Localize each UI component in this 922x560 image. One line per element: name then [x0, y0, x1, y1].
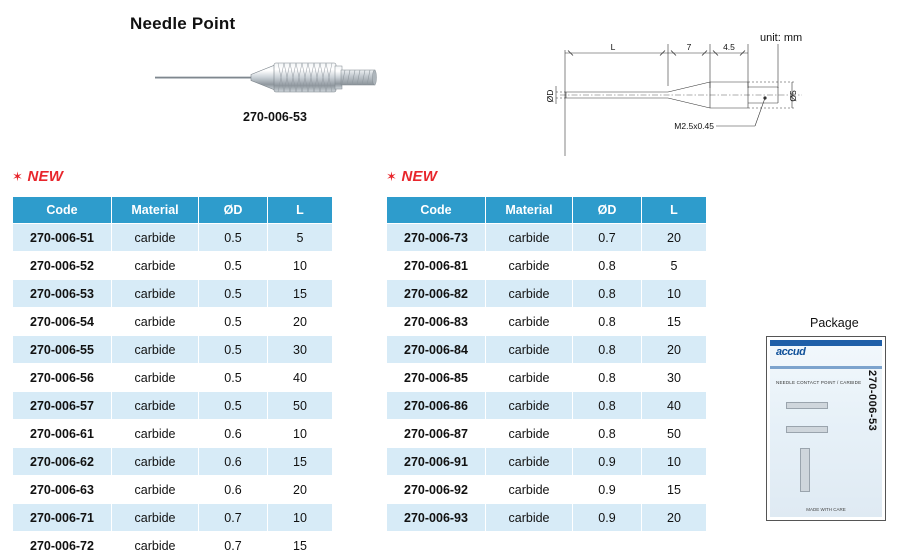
cell-material: carbide: [486, 420, 573, 448]
package-blister: [770, 340, 882, 517]
cell-code: 270-006-85: [387, 364, 486, 392]
unit-label: unit: mm: [760, 32, 803, 44]
technical-drawing: [520, 26, 830, 161]
cell-od: 0.7: [199, 504, 268, 532]
table-row: [387, 224, 707, 252]
cell-l: 20: [642, 224, 707, 252]
cell-l: 20: [642, 336, 707, 364]
cell-od: 0.5: [199, 252, 268, 280]
new-badge-label: NEW: [401, 168, 438, 185]
column-header-od: ØD: [573, 197, 642, 224]
package-probe-1: [786, 402, 828, 409]
cell-material: carbide: [112, 280, 199, 308]
table-row: [387, 252, 707, 280]
cell-l: 30: [642, 364, 707, 392]
cell-material: carbide: [486, 448, 573, 476]
table-row: [13, 252, 333, 280]
cell-material: carbide: [486, 308, 573, 336]
cell-od: 0.8: [573, 420, 642, 448]
cell-code: 270-006-55: [13, 336, 112, 364]
cell-l: 15: [642, 476, 707, 504]
cell-od: 0.9: [573, 476, 642, 504]
cell-material: carbide: [112, 532, 199, 560]
cell-material: carbide: [112, 448, 199, 476]
cell-code: 270-006-51: [13, 224, 112, 252]
cell-code: 270-006-71: [13, 504, 112, 532]
cell-code: 270-006-84: [387, 336, 486, 364]
cell-od: 0.8: [573, 280, 642, 308]
cell-code: 270-006-92: [387, 476, 486, 504]
cell-material: carbide: [112, 476, 199, 504]
package-subtitle: NEEDLE CONTACT POINT / CARBIDE: [776, 380, 862, 385]
star-icon: ✶: [12, 169, 24, 184]
cell-material: carbide: [486, 336, 573, 364]
package-label: Package: [810, 316, 859, 330]
cell-od: 0.8: [573, 392, 642, 420]
dim-4-5-label: 4.5: [723, 42, 735, 52]
package-code: 270-006-53: [866, 370, 878, 432]
table-row: [13, 224, 333, 252]
package-brand: accud: [776, 346, 806, 358]
cell-material: carbide: [112, 224, 199, 252]
table-row: [387, 448, 707, 476]
table-header-row: [387, 197, 707, 224]
cell-code: 270-006-52: [13, 252, 112, 280]
column-header-l: L: [642, 197, 707, 224]
cell-code: 270-006-93: [387, 504, 486, 532]
cell-od: 0.8: [573, 252, 642, 280]
cell-l: 10: [268, 420, 333, 448]
cell-l: [642, 532, 707, 560]
column-header-code: Code: [13, 197, 112, 224]
cell-material: carbide: [486, 252, 573, 280]
cell-code: 270-006-54: [13, 308, 112, 336]
package-accent-band: [770, 366, 882, 369]
thread-label: M2.5x0.45: [674, 121, 714, 131]
table-header-row: [13, 197, 333, 224]
dim-L-label: L: [610, 42, 616, 52]
column-header-code: Code: [387, 197, 486, 224]
cell-material: carbide: [486, 224, 573, 252]
cell-code: 270-006-81: [387, 252, 486, 280]
table-row: [387, 364, 707, 392]
probe-part-number: 270-006-53: [243, 110, 307, 124]
table-row: [387, 280, 707, 308]
cell-code: 270-006-53: [13, 280, 112, 308]
cell-l: 15: [642, 308, 707, 336]
cell-material: carbide: [486, 280, 573, 308]
table-row: [387, 532, 707, 560]
cell-l: 15: [268, 280, 333, 308]
table-row: [13, 420, 333, 448]
cell-od: 0.9: [573, 448, 642, 476]
cell-od: 0.5: [199, 280, 268, 308]
cell-material: carbide: [112, 364, 199, 392]
table-row: [387, 392, 707, 420]
cell-code: 270-006-62: [13, 448, 112, 476]
cell-l: 15: [268, 448, 333, 476]
table-row: [13, 392, 333, 420]
cell-od: 0.5: [199, 308, 268, 336]
cell-code: 270-006-57: [13, 392, 112, 420]
cell-code: 270-006-82: [387, 280, 486, 308]
cell-l: 20: [268, 308, 333, 336]
package-probe-2: [786, 426, 828, 433]
page-title: Needle Point: [130, 14, 236, 33]
cell-code: 270-006-61: [13, 420, 112, 448]
cell-code: 270-006-72: [13, 532, 112, 560]
cell-od: 0.9: [573, 504, 642, 532]
column-header-l: L: [268, 197, 333, 224]
cell-od: 0.8: [573, 336, 642, 364]
cell-od: 0.5: [199, 336, 268, 364]
table-row: [387, 420, 707, 448]
cell-od: 0.6: [199, 420, 268, 448]
cell-l: 10: [642, 448, 707, 476]
dim-O5-label: Ø5: [788, 90, 798, 102]
cell-od: 0.8: [573, 308, 642, 336]
cell-material: carbide: [112, 504, 199, 532]
cell-l: 10: [268, 252, 333, 280]
new-badge-label: NEW: [27, 168, 64, 185]
cell-l: 5: [268, 224, 333, 252]
cell-od: 0.7: [199, 532, 268, 560]
cell-l: 30: [268, 336, 333, 364]
cell-code: 270-006-86: [387, 392, 486, 420]
table-row: [13, 280, 333, 308]
cell-l: 20: [268, 476, 333, 504]
cell-code: 270-006-91: [387, 448, 486, 476]
table-row: [387, 336, 707, 364]
new-badge-right: [386, 168, 437, 185]
spec-table-right: [386, 196, 707, 560]
dim-OD-label: ØD: [545, 89, 555, 103]
package-photo: [766, 336, 886, 521]
table-row: [13, 336, 333, 364]
cell-material: carbide: [486, 476, 573, 504]
table-row: [387, 308, 707, 336]
column-header-od: ØD: [199, 197, 268, 224]
table-row: [13, 364, 333, 392]
cell-material: carbide: [112, 420, 199, 448]
column-header-material: Material: [486, 197, 573, 224]
cell-l: 40: [268, 364, 333, 392]
table-row: [13, 532, 333, 560]
cell-material: [486, 532, 573, 560]
dim-7-label: 7: [686, 42, 692, 52]
cell-code: 270-006-73: [387, 224, 486, 252]
cell-l: 50: [642, 420, 707, 448]
cell-l: 10: [268, 504, 333, 532]
cell-material: carbide: [112, 336, 199, 364]
table-row: [13, 308, 333, 336]
cell-od: [573, 532, 642, 560]
cell-l: 40: [642, 392, 707, 420]
cell-od: 0.5: [199, 224, 268, 252]
cell-od: 0.8: [573, 364, 642, 392]
cell-material: carbide: [486, 504, 573, 532]
cell-material: carbide: [112, 392, 199, 420]
table-body-right: [387, 224, 707, 560]
cell-code: 270-006-87: [387, 420, 486, 448]
package-bottom-text: MADE WITH CARE: [806, 507, 846, 512]
cell-od: 0.5: [199, 364, 268, 392]
cell-l: 20: [642, 504, 707, 532]
cell-l: 15: [268, 532, 333, 560]
table-row: [387, 504, 707, 532]
table-row: [387, 476, 707, 504]
new-badge-left: [12, 168, 63, 185]
cell-code: 270-006-56: [13, 364, 112, 392]
cell-material: carbide: [112, 308, 199, 336]
cell-od: 0.6: [199, 448, 268, 476]
table-body-left: [13, 224, 333, 560]
cell-od: 0.6: [199, 476, 268, 504]
spec-table-left: [12, 196, 333, 560]
cell-code: 270-006-83: [387, 308, 486, 336]
cell-code: [387, 532, 486, 560]
cell-code: 270-006-63: [13, 476, 112, 504]
cell-l: 50: [268, 392, 333, 420]
column-header-material: Material: [112, 197, 199, 224]
table-row: [13, 448, 333, 476]
cell-od: 0.7: [573, 224, 642, 252]
star-icon: ✶: [386, 169, 398, 184]
table-row: [13, 504, 333, 532]
cell-l: 10: [642, 280, 707, 308]
table-row: [13, 476, 333, 504]
needle-point-probe-illustration: [155, 44, 415, 114]
cell-l: 5: [642, 252, 707, 280]
package-probe-3: [800, 448, 810, 492]
cell-material: carbide: [486, 364, 573, 392]
cell-od: 0.5: [199, 392, 268, 420]
cell-material: carbide: [112, 252, 199, 280]
cell-material: carbide: [486, 392, 573, 420]
